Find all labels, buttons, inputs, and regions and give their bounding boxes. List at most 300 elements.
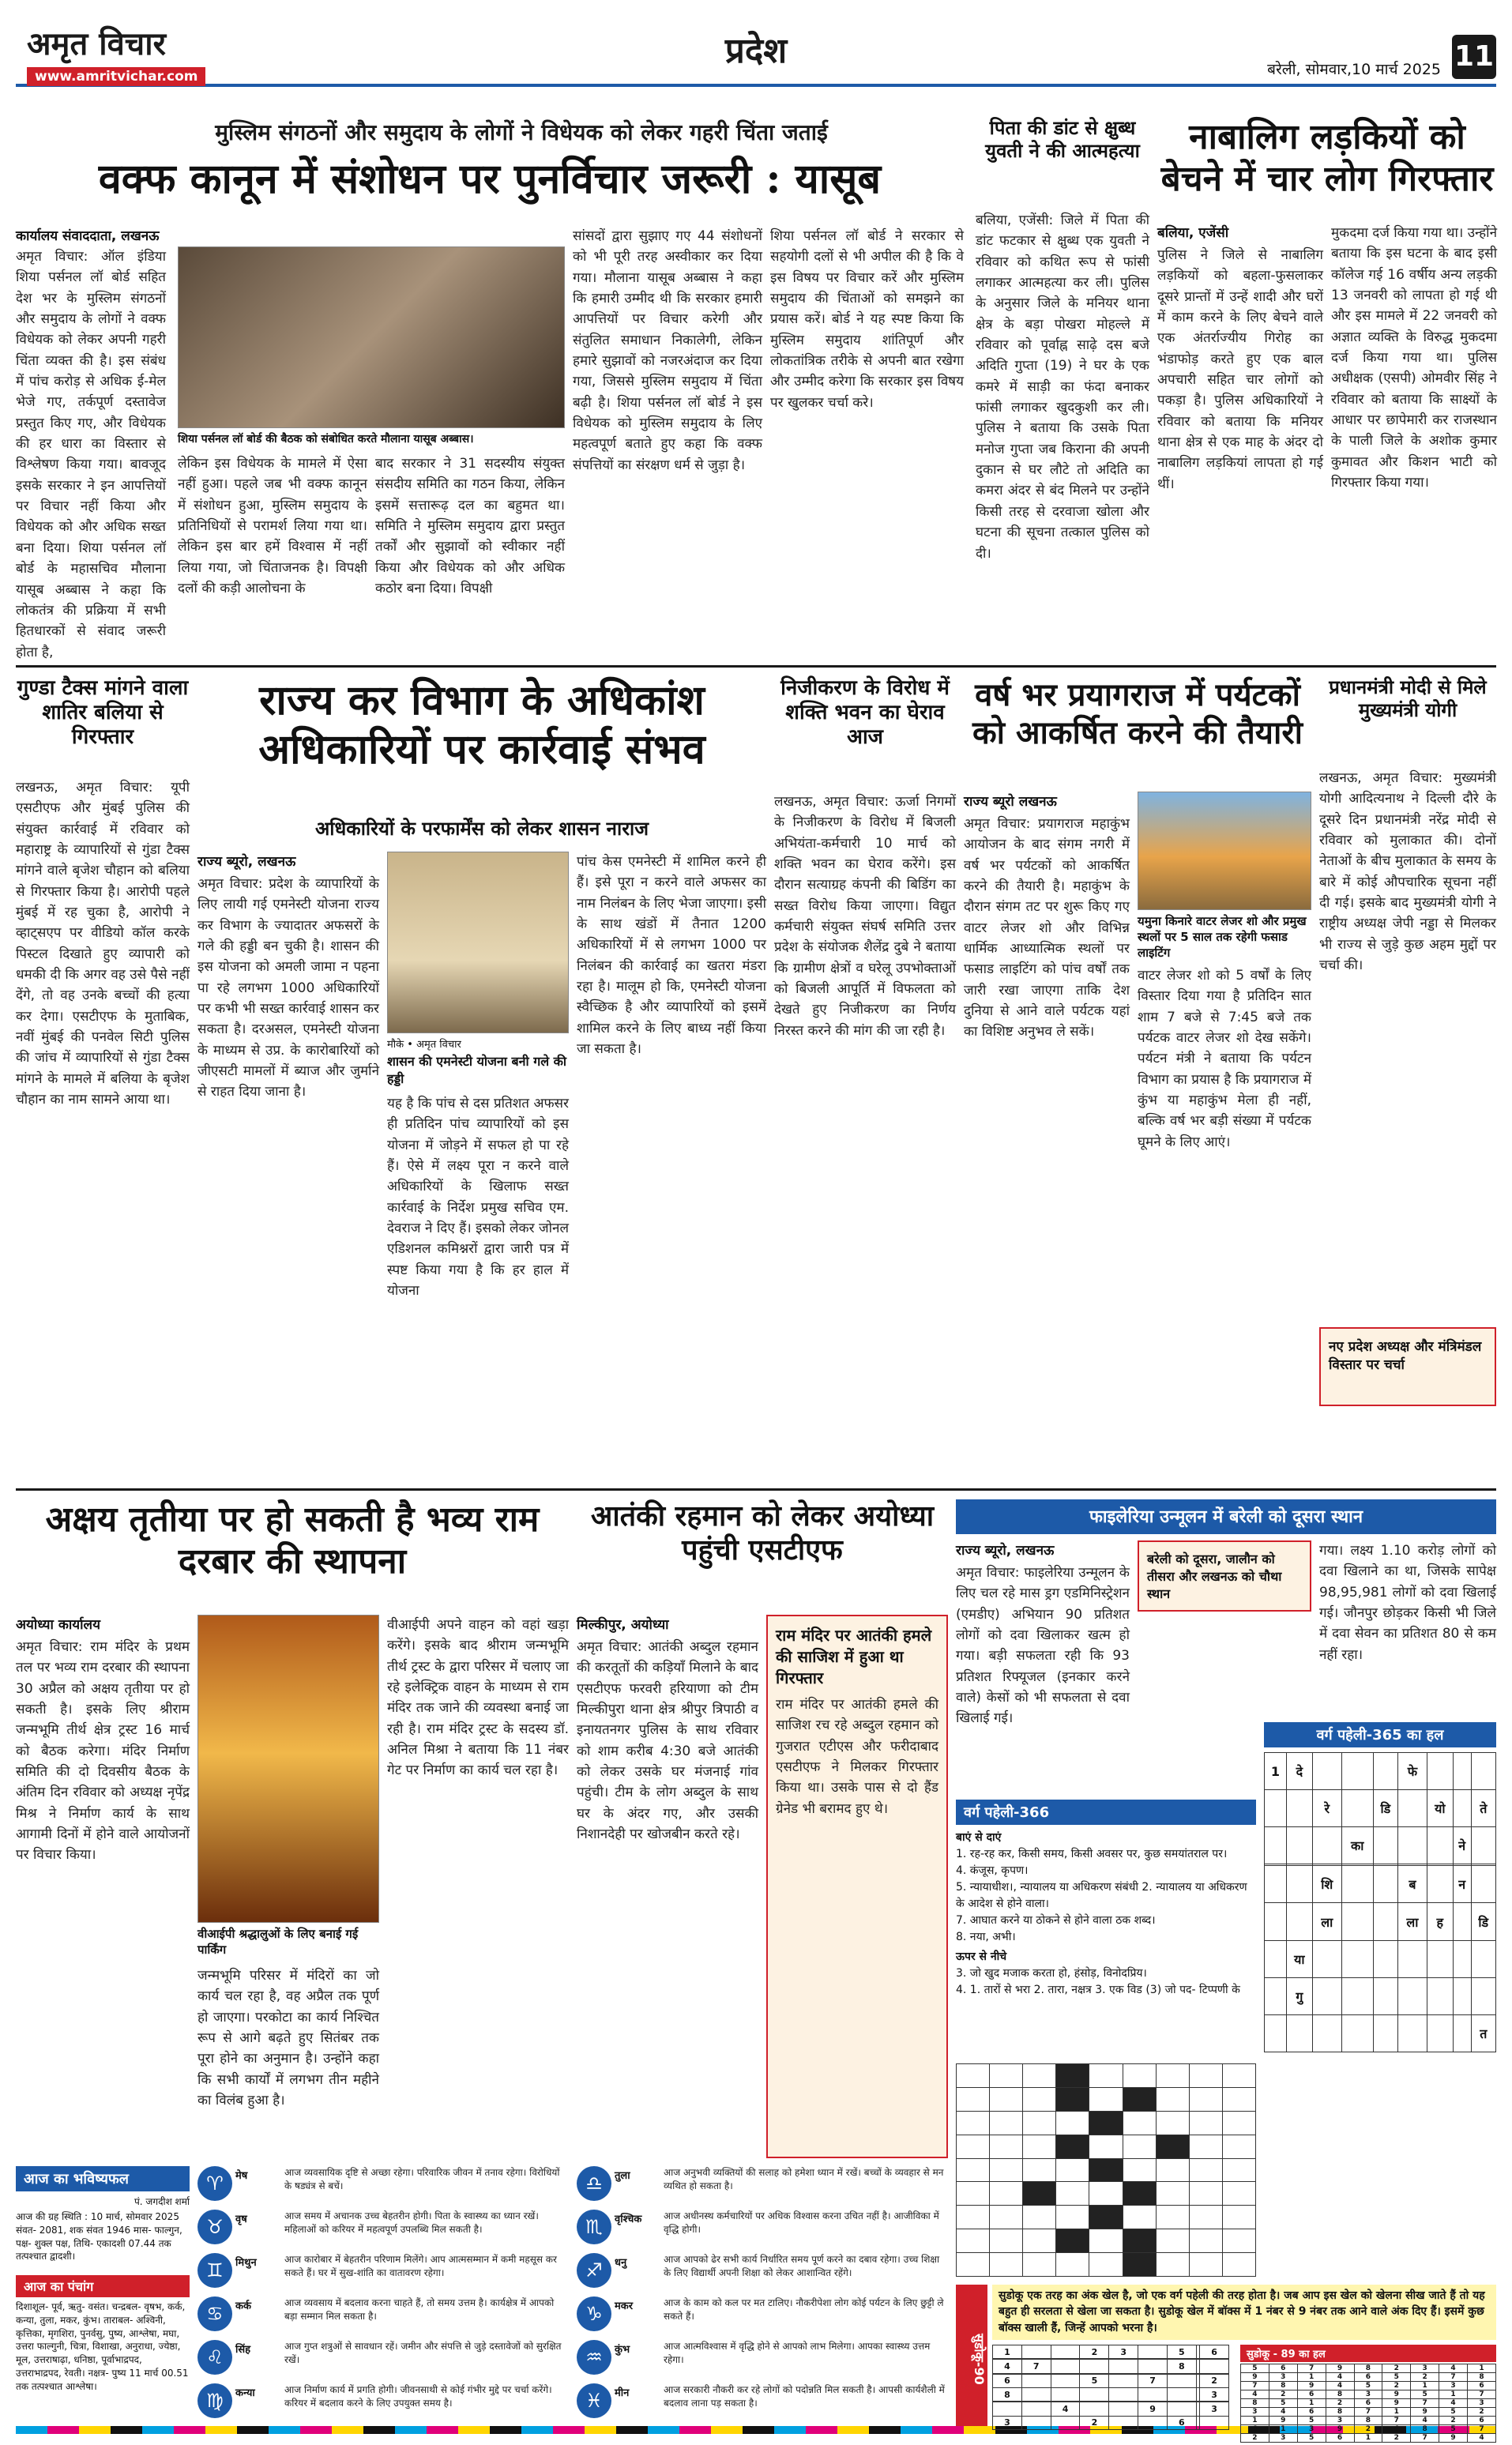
ram-photo-caption: वीआईपी श्रद्धालुओं के लिए बनाई गई पार्किंग xyxy=(197,1927,359,1957)
sudoku-cell[interactable]: 4 xyxy=(1051,2402,1080,2416)
crossword-answer-cell xyxy=(1286,2014,1312,2052)
crossword-cell xyxy=(990,2135,1023,2158)
clue-across-4: 7. आघात करने या ठोकने से होने वाला ठक शब्द। xyxy=(956,1914,1156,1927)
crossword-answer-cell xyxy=(1265,1866,1287,1903)
zodiac-sign-name: तुला xyxy=(615,2170,630,2182)
crossword-answer-cell xyxy=(1286,1827,1312,1864)
crossword-cell xyxy=(957,2206,990,2229)
sudoku-answer-cell: 5 xyxy=(1297,2417,1326,2425)
sudoku-cell[interactable] xyxy=(1200,2360,1229,2373)
sudoku-answer-cell: 5 xyxy=(1439,2425,1468,2434)
filaria-headline: फाइलेरिया उन्मूलन में बरेली को दूसरा स्थान xyxy=(956,1499,1496,1534)
crossword-cell xyxy=(1222,2206,1255,2229)
sudoku-cell[interactable]: 5 xyxy=(1167,2345,1196,2359)
clue-across-2: 4. कंजूस, कृपण। xyxy=(956,1864,1029,1877)
lead-col-2: लेकिन इस विधेयक के मामले में ऐसा नहीं हुआ। पहले जब भी वक्फ कानून में संशोधन हुआ, मुस्लिम समुदाय के प्रतिनिधियों से परामर्श लिया गया था। लेकिन इस बार हमें विश्वास में नहीं लिया गया, जो चिंताजनक है। विपक्षी दलों की कड़ी आलोचना के xyxy=(178,456,367,597)
crossword-cell xyxy=(1189,2111,1222,2135)
ram-photo xyxy=(197,1615,379,1923)
tax-subhead xyxy=(229,815,735,845)
sudoku-cell[interactable]: 6 xyxy=(1167,2416,1196,2429)
clues-across-title: बाएं से दाएं xyxy=(956,1831,1002,1844)
crossword-cell xyxy=(990,2111,1023,2135)
zodiac-forecast: आज आत्मविश्वास में वृद्धि होने से आपको लाभ मिलेगा। आपका स्वास्थ्य उत्तम रहेगा। xyxy=(664,2341,931,2365)
sudoku-cell[interactable] xyxy=(1080,2388,1109,2402)
crossword-answer-cell xyxy=(1453,1940,1471,1977)
sudoku-puzzle-grid xyxy=(992,2345,1229,2430)
sudoku-answer-cell: 1 xyxy=(1439,2390,1468,2399)
sudoku-answer-cell: 6 xyxy=(1297,2390,1326,2399)
crossword-cell xyxy=(1189,2229,1222,2253)
crossword-cell xyxy=(957,2182,990,2206)
tax-col-3: पांच केस एमनेस्टी में शामिल करने ही हैं। इसे पूरा न करने वाले अफसर का नाम निलंबन के लिए भेजा जाएगा। इसी के साथ खंडों में तैनात 1200 अधिकारियों में से लगभग 1000 पर निलंबन की कार्रवाई का खतरा मंडरा रहा है। मालूम हो कि, एमनेस्टी योजना स्वैच्छिक है और व्यापारियों को इसमें शामिल करने के लिए बाध्य नहीं किया जा सकता है। xyxy=(577,854,766,1058)
crossword-answer-cell xyxy=(1312,1940,1341,1977)
sudoku-answer-cell: 8 xyxy=(1468,2373,1496,2382)
lead-kicker xyxy=(79,117,964,149)
sudoku-cell[interactable]: 5 xyxy=(1080,2374,1109,2387)
crossword-cell xyxy=(1123,2135,1156,2158)
sudoku-cell[interactable] xyxy=(1109,2360,1138,2373)
crossword-cell xyxy=(1089,2064,1123,2088)
sudoku-answer-cell: 5 xyxy=(1439,2408,1468,2417)
tourism-col-1: अमृत विचार: प्रयागराज महाकुंभ आयोजन के बाद संगम नगरी में वर्ष भर पर्यटकों को आकर्षित करने की तैयारी है। महाकुंभ के दौरान संगम तट पर शुरू किए गए वाटर लेजर शो और विभिन्न धार्मिक आध्यात्मिक स्थलों पर फसाड लाइटिंग को पांच वर्षों तक जारी रखा जाएगा ताकि देश दुनिया से आने वाले पर्यटक यहां का विशिष्ट अनुभव ले सकें। xyxy=(964,816,1130,1040)
sudoku-cell[interactable] xyxy=(1109,2374,1138,2387)
ram-headline-block xyxy=(16,1499,569,1610)
tourism-photo xyxy=(1138,792,1311,910)
sudoku-answer-cell: 2 xyxy=(1382,2364,1411,2373)
sudoku-cell[interactable] xyxy=(1021,2388,1051,2402)
goonda-body: लखनऊ, अमृत विचार: यूपी एसटीएफ और मुंबई पुलिस की संयुक्त कार्रवाई में रविवार को महाराष्ट्र के व्यापारियों से गुंडा टैक्स मांगने वाले बृजेश चौहान को बलिया से गिरफ्तार किया है। आरोपी पहले मुंबई में रह चुका है, आरोपी ने व्हाट्सएप पर वीडियो कॉल करके पिस्टल दिखाते हुए व्यापारी को धमकी दी कि अगर वह उसे पैसे नहीं देंगे, तो वह उनके बच्चों की हत्या कर देगा। एसटीएफ के मुताबिक, नवीं मुंबई की पनवेल सिटी पुलिस की जांच में व्यापारियों से गुंडा टैक्स मांगने के मामले में बलिया के बृजेश चौहान का नाम सामने आया था। xyxy=(16,780,190,1108)
zodiac-sign-name: धनु xyxy=(615,2257,627,2269)
sudoku-cell[interactable] xyxy=(1051,2345,1080,2359)
zodiac-sign-icon: ♍ xyxy=(197,2383,232,2418)
zodiac-sign-name: कुंभ xyxy=(615,2344,630,2356)
tax-headline: राज्य कर विभाग के अधिकांश अधिकारियों पर कार्रवाई संभव xyxy=(258,676,705,774)
zodiac-sign-icon: ♒ xyxy=(577,2340,611,2375)
sudoku-answer-cell: 8 xyxy=(1326,2390,1354,2399)
crossword-grid xyxy=(956,2063,1256,2277)
crossword-answer-table xyxy=(1264,1752,1496,2052)
terror-headline-block xyxy=(577,1499,948,1610)
zodiac-sign-icon: ♐ xyxy=(577,2253,611,2288)
sudoku-instructions: सुडोकू एक तरह का अंक खेल है, जो एक वर्ग पहेली की तरह होता है। जब आप इस खेल को खेलना सीख जाते हैं तो यह बहुत ही सरलता से खेला जा सकता है। सुडोकू खेल में बॉक्स में 1 नंबर से 9 नंबर तक आने वाले अंक दिए हैं। इसमें कुछ बॉक्स खाली हैं, जिन्हें आपको भरना है। xyxy=(992,2285,1496,2340)
sudoku-answer-cell: 6 xyxy=(1468,2417,1496,2425)
crossword-answer-cell: त xyxy=(1471,2014,1495,2052)
terror-box-title: राम मंदिर पर आतंकी हमले की साजिश में हुआ था गिरफ्तार xyxy=(776,1626,932,1687)
crossword-answer-cell xyxy=(1471,1940,1495,1977)
sudoku-answer-cell: 9 xyxy=(1439,2434,1468,2443)
zodiac-sign-name: वृश्चिक xyxy=(615,2214,642,2225)
sudoku-answer-cell: 6 xyxy=(1269,2364,1297,2373)
privatization-body: लखनऊ, अमृत विचार: ऊर्जा निगमों के निजीकरण के विरोध में बिजली अभियंता-कर्मचारी 10 मार्च को शक्ति भवन का घेराव करेंगे। इस दौरान सत्याग्रह कंपनी की बिडिंग का सख्त विरोध किया जाएगा। विद्युत कर्मचारी संयुक्त संघर्ष समिति उत्तर प्रदेश के संयोजक शैलेंद्र दुबे ने बताया कि ग्रामीण क्षेत्रों व घरेलू उपभोक्ताओं को बिजली आपूर्ति में विफलता को देखते हुए निजीकरण का निर्णय निरस्त करने की मांग की जा रही है। xyxy=(774,794,956,1039)
goonda-headline: गुण्डा टैक्स मांगने वाला शातिर बलिया से गिरफ्तार xyxy=(17,676,189,750)
sudoku-answer-cell: 3 xyxy=(1269,2434,1297,2443)
sudoku-answer-cell: 9 xyxy=(1297,2382,1326,2390)
sudoku-cell[interactable]: 8 xyxy=(1167,2360,1196,2373)
sudoku-cell[interactable] xyxy=(1109,2402,1138,2416)
crossword-answer-cell xyxy=(1373,1903,1397,1940)
crossword-cell xyxy=(1222,2111,1255,2135)
crossword-answer-cell xyxy=(1471,1827,1495,1864)
sudoku-cell[interactable]: 3 xyxy=(1200,2402,1229,2416)
tourism-photo-caption: यमुना किनारे वाटर लेजर शो और प्रमुख स्थलों पर 5 साल तक रहेगी फसाड लाइटिंग xyxy=(1138,914,1307,960)
zodiac-forecast: आज गुप्त शत्रुओं से सावधान रहें। जमीन और संपत्ति से जुड़े दस्तावेजों को सुरक्षित रखें। xyxy=(284,2341,562,2365)
lead-col-3: बाद सरकार ने 31 सदस्यीय संयुक्त संसदीय समिति का गठन किया, लेकिन इसमें सत्तारूढ़ दल का बहुमत था। समिति ने मुस्लिम समुदाय द्वारा प्रस्तुत तर्कों और सुझावों को स्वीकार नहीं किया और विधेयक को और अधिक कठोर बना दिया। विपक्षी xyxy=(375,456,565,597)
crossword-answer-cell xyxy=(1427,1827,1453,1864)
zodiac-forecast: आज कारोबार में बेहतरीन परिणाम मिलेंगे। आप आत्मसम्मान में कमी महसूस कर सकते हैं। घर में सुख-शांति का वातावरण रहेगा। xyxy=(284,2254,557,2278)
crossword-answer-cell xyxy=(1265,1790,1287,1827)
sudoku-answer-cell: 3 xyxy=(1269,2373,1297,2382)
crossword-answer-cell xyxy=(1312,1977,1341,2014)
sudoku-cell[interactable] xyxy=(1080,2360,1109,2373)
sudoku-answer-cell: 2 xyxy=(1354,2425,1382,2434)
crossword-answer-cell xyxy=(1427,1753,1453,1790)
sudoku-answer-cell: 9 xyxy=(1382,2399,1411,2408)
sudoku-cell[interactable] xyxy=(1080,2402,1109,2416)
filaria-body-2: गया। लक्ष्य 1.10 करोड़ लोगों को दवा खिलाने का था, जिसके सापेक्ष 98,95,981 लोगों को दवा खिलाई गई। जौनपुर छोड़कर किसी भी जिले में दवा सेवन का प्रतिशत 80 से कम नहीं रहा। xyxy=(1319,1543,1496,1663)
sudoku-cell[interactable]: 4 xyxy=(993,2360,1022,2373)
crossword-answer-cell xyxy=(1427,2014,1453,2052)
crossword-cell xyxy=(957,2087,990,2111)
tourism-headline: वर्ष भर प्रयागराज में पर्यटकों को आकर्षित करने की तैयारी xyxy=(972,676,1303,751)
zodiac-sign-name: सिंह xyxy=(235,2344,251,2356)
crossword-answer-cell xyxy=(1427,1866,1453,1903)
sudoku-answer-cell: 4 xyxy=(1439,2364,1468,2373)
crossword-answer-cell: शि xyxy=(1312,1866,1341,1903)
sudoku-answer-cell: 1 xyxy=(1411,2382,1439,2390)
sudoku-answer-cell: 7 xyxy=(1468,2390,1496,2399)
sudoku-cell[interactable] xyxy=(1109,2416,1138,2429)
astro-title: आज का भविष्यफल xyxy=(16,2166,190,2191)
sudoku-answer-cell: 7 xyxy=(1241,2382,1269,2390)
zodiac-sign-icon: ♎ xyxy=(577,2166,611,2201)
panchang-details: दिशाशूल- पूर्व, ऋतु- वसंत। चन्द्रबल- वृषभ, कर्क, कन्या, तुला, मकर, कुंभ। ताराबल- अश्विनी, कृत्तिका, मृगशिरा, पुनर्वसु, पुष्य, आश्लेषा, मघा, उत्तरा फाल्गुनी, चित्रा, विशाखा, अनुराधा, ज्येष्ठा, मूल, उत्तराषाढ़ा, धनिष्ठा, पूर्वाभाद्रपद, उत्तराभाद्रपद, रेवती। नक्षत्र- पुष्य 11 मार्च 00.51 तक तत्पश्चात आश्लेषा। xyxy=(16,2301,189,2392)
sudoku-cell[interactable]: 7 xyxy=(1021,2360,1051,2373)
crossword-cell xyxy=(1023,2087,1056,2111)
crossword-answer-cell xyxy=(1398,1940,1427,1977)
crossword-cell xyxy=(1156,2182,1189,2206)
sudoku-cell[interactable] xyxy=(1138,2388,1168,2402)
crossword-answer-cell xyxy=(1341,1977,1373,2014)
crossword-cell xyxy=(1056,2253,1089,2277)
crossword-cell xyxy=(1123,2253,1156,2277)
crossword-answer-cell xyxy=(1453,1790,1471,1827)
filaria-byline xyxy=(956,1540,1130,1558)
sudoku-answer-cell: 9 xyxy=(1326,2364,1354,2373)
clue-down-1: 3. जो खुद मजाक करता हो, हंसोड़, विनोदप्रिय। xyxy=(956,1967,1147,1980)
sudoku-answer-block xyxy=(1240,2364,1496,2442)
zodiac-forecast: आज आपको ढेर सभी कार्य निर्धारित समय पूर्ण करने का दबाव रहेगा। उच्च शिक्षा के लिए विद्यार्थी अपनी शिक्षा को लेकर आशान्वित रहेंगे। xyxy=(664,2254,940,2278)
sudoku-cell[interactable] xyxy=(1051,2416,1080,2429)
sudoku-answer-cell: 7 xyxy=(1439,2373,1468,2382)
trafficking-headline: नाबालिग लड़कियों को बेचने में चार लोग गिरफ्तार xyxy=(1160,117,1494,199)
zodiac-sign-name: कर्क xyxy=(235,2300,251,2312)
sudoku-answer-cell: 5 xyxy=(1411,2390,1439,2399)
sudoku-cell[interactable] xyxy=(1167,2374,1196,2387)
sudoku-cell[interactable]: 8 xyxy=(993,2388,1022,2402)
crossword-answer-cell: फे xyxy=(1398,1753,1427,1790)
ram-col-1: अमृत विचार: राम मंदिर के प्रथम तल पर भव्य राम दरबार की स्थापना 30 अप्रैल को अक्षय तृतीया पर हो सकती है। इसके लिए श्रीराम जन्मभूमि तीर्थ क्षेत्र ट्रस्ट 16 मार्च को बैठक करेगा। मंदिर निर्माण समिति की दो दिवसीय बैठक के अंतिम दिन रविवार को अध्यक्ष नृपेंद्र मिश्र ने निर्माण कार्य के साथ आगामी दिनों में होने वाले आयोजनों पर विचार किया। xyxy=(16,1639,190,1864)
lead-byline xyxy=(16,226,395,245)
privatization-headline: निजीकरण के विरोध में शक्ति भवन का घेराव आज xyxy=(780,676,950,750)
crossword-cell xyxy=(1089,2111,1123,2135)
crossword-answer-cell: या xyxy=(1286,1940,1312,1977)
crossword-answer-cell: ला xyxy=(1312,1903,1341,1940)
sudoku-answer-cell: 3 xyxy=(1354,2390,1382,2399)
crossword-cell xyxy=(1023,2253,1056,2277)
sudoku-cell[interactable]: 3 xyxy=(1109,2345,1138,2359)
sudoku-cell[interactable] xyxy=(1021,2416,1051,2429)
crossword-answer-cell xyxy=(1453,1903,1471,1940)
crossword-clues xyxy=(956,1830,1256,2059)
sudoku-answer-cell: 4 xyxy=(1439,2399,1468,2408)
sudoku-cell[interactable]: 6 xyxy=(1200,2345,1229,2359)
masthead xyxy=(16,16,1496,87)
sudoku-answer-cell: 2 xyxy=(1411,2373,1439,2382)
sudoku-cell[interactable]: 3 xyxy=(1200,2388,1229,2402)
sudoku-puzzle-block xyxy=(992,2345,1229,2430)
astro-author: पं. जगदीश शर्मा xyxy=(134,2196,190,2207)
zodiac-forecast: आज निर्माण कार्य में प्रगति होगी। जीवनसाथी से कोई गंभीर मुद्दे पर चर्चा करेंगे। करियर में बदलाव करने के लिए उपयुक्त समय है। xyxy=(284,2384,552,2409)
sudoku-cell[interactable]: 7 xyxy=(1138,2374,1168,2387)
divider-1 xyxy=(16,665,1496,668)
crossword-cell xyxy=(990,2253,1023,2277)
sudoku-cell[interactable] xyxy=(1051,2388,1080,2402)
crossword-cell xyxy=(1189,2158,1222,2182)
ram-byline xyxy=(16,1615,190,1632)
crossword-cell xyxy=(1023,2111,1056,2135)
crossword-cell xyxy=(1156,2229,1189,2253)
sudoku-answer-cell: 1 xyxy=(1241,2417,1269,2425)
terror-box-body: राम मंदिर पर आतंकी हमले की साजिश रच रहे अब्दुल रहमान को गुजरात एटीएस और फरीदाबाद एसटीएफ ने मिलकर गिरफ्तार किया था। उसके पास से दो हैंड ग्रेनेड भी बरामद हुए थे। xyxy=(776,1697,938,1817)
crossword-cell xyxy=(1056,2087,1089,2111)
sudoku-answer-cell: 7 xyxy=(1468,2425,1496,2434)
crossword-cell xyxy=(1123,2158,1156,2182)
sudoku-cell[interactable] xyxy=(1021,2345,1051,2359)
sudoku-cell[interactable] xyxy=(1051,2374,1080,2387)
crossword-answer-cell xyxy=(1373,1753,1397,1790)
crossword-cell xyxy=(1156,2064,1189,2088)
sudoku-answer-cell: 8 xyxy=(1411,2425,1439,2434)
crossword-cell xyxy=(1222,2229,1255,2253)
ram-headline: अक्षय तृतीया पर हो सकती है भव्य राम दरबार की स्थापना xyxy=(45,1499,540,1582)
zodiac-sign-icon: ♉ xyxy=(197,2210,232,2244)
lead-col-1: अमृत विचार: ऑल इंडिया शिया पर्सनल लॉ बोर्ड सहित देश भर के मुस्लिम संगठनों और समुदाय के लोगों ने वक्फ विधेयक को लेकर अपनी गहरी चिंता व्यक्त की है। इस संबंध में पांच करोड़ से अधिक ई-मेल भेजे गए, तर्कपूर्ण दस्तावेज प्रस्तुत किए गए, और विधेयक की हर धारा का विस्तार से विश्लेषण किया गया। बावजूद इसके सरकार ने इन आपत्तियों पर विचार नहीं किया और विधेयक को और अधिक सख्त बना दिया। शिया पर्सनल लॉ बोर्ड के महासचिव मौलाना यासूब अब्बास ने कहा कि लोकतंत्र की प्रक्रिया में सभी हितधारकों से संवाद जरूरी होता है, xyxy=(16,249,166,660)
lead-headline-block xyxy=(16,155,964,216)
crossword-answer-cell: डि xyxy=(1373,1790,1397,1827)
tax-col-1: अमृत विचार: प्रदेश के व्यापारियों के लिए लायी गई एमनेस्टी योजना राज्य कर विभाग के ज्यादातर अफसरों के गले की हड्डी बन चुकी है। शासन की इस योजना को अमली जामा न पहना पा रहे लगभग 1000 अधिकारियों पर कभी भी सख्त कार्रवाई शासन कर सकता है। दरअसल, एमनेस्टी योजना के माध्यम से उप्र. के कारोबारियों को जीएसटी मामलों में ब्याज और जुर्माने से राहत दिया जाना है। xyxy=(197,876,379,1100)
tax-headline-block xyxy=(197,676,766,811)
crossword-answer-cell xyxy=(1373,1977,1397,2014)
sudoku-cell[interactable] xyxy=(1109,2388,1138,2402)
sudoku-cell[interactable] xyxy=(1200,2416,1229,2429)
ram-col-2: वीआईपी अपने वाहन को वहां खड़ा करेंगे। इसके बाद श्रीराम जन्मभूमि तीर्थ ट्रस्ट के द्वारा परिसर में चलाए जा रहे इलेक्ट्रिक वाहन के माध्यम से राम मंदिर तक जाने की व्यवस्था बनाई जा रही है। राम मंदिर ट्रस्ट के सदस्य डॉ. अनिल मिश्रा ने बताया कि 11 नंबर गेट पर निर्माण का कार्य चल रहा है। xyxy=(387,1617,569,1779)
sudoku-answer-cell: 2 xyxy=(1382,2434,1411,2443)
brand-name: अमृत विचार xyxy=(27,25,166,62)
crossword-answer-cell: ते xyxy=(1471,1790,1495,1827)
sudoku-answer-cell: 1 xyxy=(1382,2408,1411,2417)
sudoku-cell[interactable]: 9 xyxy=(1138,2402,1168,2416)
crossword-cell xyxy=(1123,2087,1156,2111)
crossword-answer-cell: रे xyxy=(1312,1790,1341,1827)
crossword-answer-cell xyxy=(1341,1866,1373,1903)
crossword-answer-cell: ब xyxy=(1398,1866,1427,1903)
panchang-intro: आज की ग्रह स्थिति : 10 मार्च, सोमवार 2025 संवत- 2081, शक संवत 1946 मास- फाल्गुन, पक्ष- शुक्ल पक्ष, तिथि- एकादशी 07.44 तक तत्पश्चात द्वादशी। xyxy=(16,2211,182,2263)
terror-byline xyxy=(577,1615,758,1632)
sudoku-answer-cell: 7 xyxy=(1297,2364,1326,2373)
crossword-cell xyxy=(1056,2064,1089,2088)
clue-across-1: 1. रह-रह कर, किसी समय, किसी अवसर पर, कुछ समयांतराल पर। xyxy=(956,1848,1228,1860)
zodiac-forecast: आज सरकारी नौकरी कर रहे लोगों को पदोन्नति मिल सकती है। आपसी कार्यशैली में बदलाव लाना पड़ सकता है। xyxy=(664,2384,945,2409)
sudoku-answer-cell: 7 xyxy=(1411,2399,1439,2408)
terror-box xyxy=(766,1615,948,2158)
sudoku-cell[interactable]: 2 xyxy=(1080,2345,1109,2359)
trafficking-byline-text: बलिया, एजेंसी xyxy=(1157,225,1229,241)
crossword-answer-cell: ह xyxy=(1427,1903,1453,1940)
crossword-answer-cell xyxy=(1398,2014,1427,2052)
crossword-cell xyxy=(1089,2253,1123,2277)
clue-down-2: 4. 1. तारों से भरा 2. तारा, नक्षत्र 3. एक विड (3) जो पद- टिप्पणी के xyxy=(956,1984,1240,1996)
sudoku-answer-cell: 3 xyxy=(1241,2408,1269,2417)
sudoku-answer-cell: 3 xyxy=(1439,2382,1468,2390)
crossword-answer-title: वर्ग पहेली-365 का हल xyxy=(1264,1722,1496,1747)
crossword-cell xyxy=(990,2087,1023,2111)
sudoku-answer-cell: 1 xyxy=(1354,2434,1382,2443)
crossword-cell xyxy=(957,2253,990,2277)
crossword-cell xyxy=(990,2064,1023,2088)
sudoku-answer-cell: 5 xyxy=(1354,2382,1382,2390)
tax-byline-text: राज्य ब्यूरो, लखनऊ xyxy=(197,854,296,870)
zodiac-sign-name: मेष xyxy=(235,2170,248,2182)
sudoku-answer-cell: 1 xyxy=(1468,2364,1496,2373)
crossword-cell xyxy=(990,2182,1023,2206)
panchang-title: आज का पंचांग xyxy=(16,2275,190,2297)
sudoku-cell[interactable]: 6 xyxy=(993,2374,1022,2387)
zodiac-sign-name: मिथुन xyxy=(235,2257,257,2269)
lead-col-4: सांसदों द्वारा सुझाए गए 44 संशोधनों को भी पूरी तरह अस्वीकार कर दिया गया। मौलाना यासूब अब्बास ने कहा कि हमारी उम्मीद थी कि सरकार हमारी आपत्तियों पर विचार करेगी और संतुलित समाधान निकालेगी, लेकिन हमारे सुझावों को नजरअंदाज कर दिया गया, जिससे मुस्लिम समुदाय में चिंता बढ़ी है। शिया पर्सनल लॉ बोर्ड ने इस विधेयक को मुस्लिम समुदाय के लिए महत्वपूर्ण बताते हुए कहा कि वक्फ संपत्तियों का संरक्षण धर्म से जुड़ा है। xyxy=(573,228,762,473)
crossword-answer-cell xyxy=(1453,1977,1471,2014)
crossword-answer-cell xyxy=(1312,1827,1341,1864)
filaria-box: बरेली को दूसरा, जालौन को तीसरा और लखनऊ को चौथा स्थान xyxy=(1138,1540,1311,1612)
zodiac-forecast: आज के काम को कल पर मत टालिए। नौकरीपेशा लोग कोई पर्यटन के लिए छुट्टी ले सकते हैं। xyxy=(664,2297,944,2322)
ram-byline-text: अयोध्या कार्यालय xyxy=(16,1617,100,1633)
goonda-headline-block xyxy=(16,676,190,771)
crossword-answer-cell: ने xyxy=(1453,1827,1471,1864)
crossword-cell xyxy=(1222,2182,1255,2206)
crossword-cell xyxy=(957,2135,990,2158)
crossword-cell xyxy=(1089,2182,1123,2206)
sudoku-cell[interactable]: 2 xyxy=(1200,2374,1229,2387)
sudoku-cell[interactable] xyxy=(993,2402,1022,2416)
sudoku-answer-cell: 7 xyxy=(1411,2434,1439,2443)
crossword-answer-cell xyxy=(1341,1903,1373,1940)
crossword-answer-cell xyxy=(1265,1940,1287,1977)
sudoku-cell[interactable] xyxy=(1167,2402,1196,2416)
sudoku-answer-cell: 8 xyxy=(1241,2399,1269,2408)
sudoku-answer-cell: 3 xyxy=(1297,2425,1326,2434)
sudoku-answer-cell: 4 xyxy=(1382,2425,1411,2434)
brand-url[interactable]: www.amritvichar.com xyxy=(27,67,205,86)
sudoku-answer-cell: 6 xyxy=(1354,2373,1382,2382)
zodiac-sign-icon: ♓ xyxy=(577,2383,611,2418)
crossword-answer-cell xyxy=(1286,1903,1312,1940)
crossword-answer-cell xyxy=(1373,1940,1397,1977)
crossword-title: वर्ग पहेली-366 xyxy=(956,1800,1256,1825)
clue-across-5: 8. नया, अभी। xyxy=(956,1931,1016,1943)
crossword-cell xyxy=(1156,2087,1189,2111)
crossword-cell xyxy=(1023,2135,1056,2158)
crossword-cell xyxy=(1156,2111,1189,2135)
crossword-cell xyxy=(1156,2135,1189,2158)
sudoku-label: सुडोकू-90 xyxy=(956,2285,987,2427)
sudoku-answer-cell: 3 xyxy=(1326,2417,1354,2425)
sudoku-cell[interactable]: 3 xyxy=(993,2416,1022,2429)
sudoku-answer-cell: 4 xyxy=(1411,2417,1439,2425)
sudoku-answer-cell: 2 xyxy=(1439,2417,1468,2425)
crossword-answer-cell xyxy=(1286,1790,1312,1827)
sudoku-answer-cell: 4 xyxy=(1326,2373,1354,2382)
crossword-cell xyxy=(1123,2064,1156,2088)
zodiac-sign-icon: ♑ xyxy=(577,2296,611,2331)
sudoku-cell[interactable] xyxy=(1051,2360,1080,2373)
tourism-byline xyxy=(964,792,1138,809)
zodiac-panel xyxy=(197,2166,948,2430)
lead-headline: वक्फ कानून में संशोधन पर पुनर्विचार जरूरी : यासूब xyxy=(98,155,882,203)
crossword-cell xyxy=(1123,2111,1156,2135)
sudoku-answer-cell: 6 xyxy=(1354,2399,1382,2408)
crossword-cell xyxy=(1156,2158,1189,2182)
sudoku-answer-cell: 1 xyxy=(1297,2373,1326,2382)
crossword-cell xyxy=(1189,2253,1222,2277)
crossword-answer-cell: दे xyxy=(1286,1753,1312,1790)
crossword-cell xyxy=(1023,2229,1056,2253)
sudoku-cell[interactable] xyxy=(1021,2374,1051,2387)
crossword-cell xyxy=(1189,2135,1222,2158)
crossword-answer-cell: डि xyxy=(1471,1903,1495,1940)
crossword-cell xyxy=(1123,2206,1156,2229)
sudoku-answer-cell: 2 xyxy=(1468,2408,1496,2417)
filaria-body: अमृत विचार: फाइलेरिया उन्मूलन के लिए चल रहे मास ड्रग एडमिनिस्ट्रेशन (एमडीए) अभियान 90 प्रतिशत लोगों को दवा खिलाकर खत्म हो गया। बड़ी सफलता रही कि 93 प्रतिशत रिफ्यूजल (इनकार करने वाले) केसों को भी सफलता से दवा खिलाई गई। xyxy=(956,1565,1130,1727)
crossword-cell xyxy=(1189,2064,1222,2088)
sudoku-cell[interactable]: 1 xyxy=(993,2345,1022,2359)
sudoku-cell[interactable] xyxy=(1167,2388,1196,2402)
crossword-answer-cell xyxy=(1453,2014,1471,2052)
zodiac-sign-name: कन्या xyxy=(235,2387,255,2399)
sudoku-answer-cell: 3 xyxy=(1411,2364,1439,2373)
crossword-answer-cell xyxy=(1265,2014,1287,2052)
tax-photo xyxy=(387,852,569,1033)
sudoku-cell[interactable] xyxy=(1138,2345,1168,2359)
tourism-byline-text: राज्य ब्यूरो लखनऊ xyxy=(964,794,1057,810)
sudoku-answer-cell: 8 xyxy=(1354,2364,1382,2373)
crossword-answer-cell xyxy=(1427,1977,1453,2014)
crossword-answer-cell: यो xyxy=(1427,1790,1453,1827)
sudoku-cell[interactable]: 2 xyxy=(1080,2416,1109,2429)
sudoku-cell[interactable] xyxy=(1138,2360,1168,2373)
sudoku-cell[interactable] xyxy=(1138,2416,1168,2429)
trafficking-headline-block xyxy=(1157,117,1497,220)
crossword-answer-cell: का xyxy=(1341,1827,1373,1864)
lead-photo-caption: शिया पर्सनल लॉ बोर्ड की बैठक को संबोधित करते मौलाना यासूब अब्बास। xyxy=(178,433,474,446)
sudoku-answer-cell: 6 xyxy=(1468,2382,1496,2390)
crossword-answer-cell xyxy=(1398,1790,1427,1827)
zodiac-sign-icon: ♊ xyxy=(197,2253,232,2288)
sudoku-answer-title: सुडोकू - 89 का हल xyxy=(1240,2345,1496,2362)
sudoku-answer-cell: 4 xyxy=(1269,2408,1297,2417)
crossword-answer-cell xyxy=(1265,1903,1287,1940)
sudoku-cell[interactable] xyxy=(1021,2402,1051,2416)
lead-kicker-text: मुस्लिम संगठनों और समुदाय के लोगों ने विधेयक को लेकर गहरी चिंता जताई xyxy=(215,119,828,145)
crossword-cell xyxy=(957,2064,990,2088)
